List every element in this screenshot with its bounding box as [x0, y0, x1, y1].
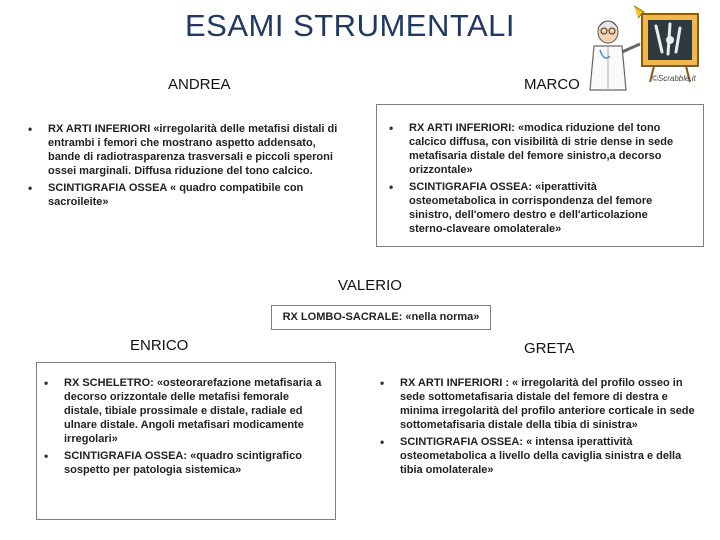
valerio-exam-box: RX LOMBO-SACRALE: «nella norma» [271, 305, 491, 330]
andrea-exam-block [28, 122, 350, 212]
clipart-credit: ©Scrabble.it [652, 74, 696, 83]
list-item: • RX ARTI INFERIORI : « irregolarità del profilo osseo in sede sottometafisaria distale del femore di destra e minima irregolarità del profilo anteriore corticale in sede sottometafisaria distale della tibia di sinistra» [380, 376, 700, 432]
patient-name-enrico: ENRICO [130, 337, 189, 354]
andrea-exam-list [28, 122, 350, 209]
list-item: • RX SCHELETRO: «osteorarefazione metafisaria a decorso orizzontale delle metafisi femorale distale, tibiale prossimale e distale, radiale ed ulnare distale. Angoli metafisari modicamente irregolari» [44, 376, 328, 446]
marco-exam-box [376, 104, 704, 247]
enrico-exam-list [44, 376, 328, 480]
enrico-exam-box [36, 362, 336, 520]
list-item: • SCINTIGRAFIA OSSEA: «quadro scintigrafico sospetto per patologia sistemica» [44, 449, 328, 477]
patient-name-greta: GRETA [524, 340, 575, 357]
list-item: • SCINTIGRAFIA OSSEA « quadro compatibile con sacroileite» [28, 181, 350, 209]
patient-name-marco: MARCO [524, 76, 580, 93]
greta-exam-block [380, 376, 700, 480]
patient-name-andrea: ANDREA [168, 76, 231, 93]
marco-exam-list [389, 121, 685, 239]
patient-name-valerio: VALERIO [338, 277, 402, 294]
doctor-xray-clipart [580, 2, 710, 94]
list-item: • SCINTIGRAFIA OSSEA: «iperattività osteometabolica in corrispondenza del femore sinistro, dell'omero destro e dell'articolazione sterno-claveare omolaterale» [389, 180, 685, 236]
greta-exam-list [380, 376, 700, 477]
list-item: • RX ARTI INFERIORI «irregolarità delle metafisi distali di entrambi i femori che mostrano aspetto addensato, bande di radiotrasparenza trasversali e piccoli speroni ossei marginali. Diffusa riduzione del tono calcico. [28, 122, 350, 178]
slide-title: ESAMI STRUMENTALI [184, 8, 516, 43]
list-item: • SCINTIGRAFIA OSSEA: « intensa iperattività osteometabolica a livello della caviglia sinistra e della tibia omolaterale» [380, 435, 700, 477]
list-item: • RX ARTI INFERIORI: «modica riduzione del tono calcico diffusa, con visibilità di strie dense in sede metafisaria distale del femore sinistro,a decorso orizzontale» [389, 121, 685, 177]
